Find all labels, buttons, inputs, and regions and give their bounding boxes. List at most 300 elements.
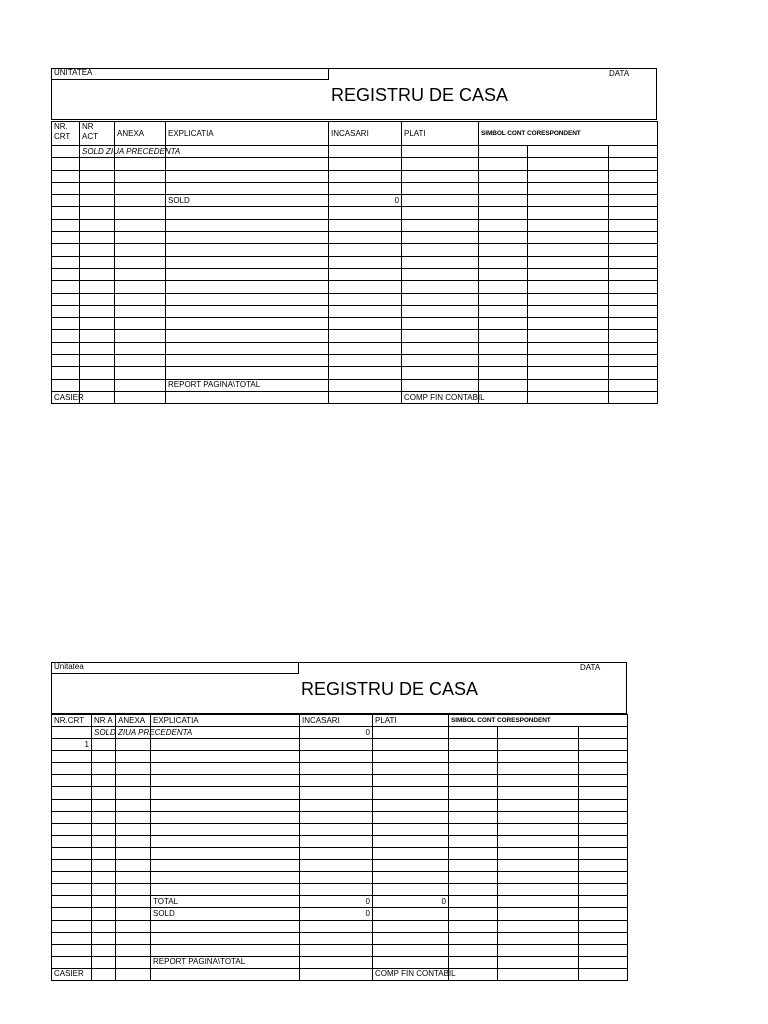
table-cell bbox=[402, 219, 479, 231]
table-cell bbox=[52, 956, 92, 968]
table-row bbox=[52, 182, 658, 194]
table-cell bbox=[52, 835, 92, 847]
table-cell bbox=[449, 847, 498, 859]
table-row bbox=[52, 944, 628, 956]
table-row bbox=[52, 908, 628, 920]
table-cell bbox=[479, 318, 528, 330]
table-cell bbox=[528, 367, 609, 379]
table-cell bbox=[402, 182, 479, 194]
table-cell bbox=[80, 355, 115, 367]
table-cell bbox=[498, 763, 579, 775]
table-cell bbox=[166, 318, 329, 330]
table-cell bbox=[80, 256, 115, 268]
table-cell bbox=[498, 908, 579, 920]
table-row bbox=[52, 268, 658, 280]
table-cell bbox=[92, 739, 116, 751]
table-cell bbox=[579, 908, 628, 920]
table-row bbox=[52, 367, 658, 379]
table-cell bbox=[579, 835, 628, 847]
table-cell bbox=[609, 342, 658, 354]
table-cell bbox=[166, 355, 329, 367]
table-cell bbox=[479, 219, 528, 231]
table-cell bbox=[479, 268, 528, 280]
table-cell bbox=[115, 367, 166, 379]
table-cell bbox=[52, 823, 92, 835]
table-row bbox=[52, 342, 658, 354]
table-row bbox=[52, 860, 628, 872]
form-2-unit-box bbox=[51, 662, 299, 674]
table-cell bbox=[449, 884, 498, 896]
table-cell bbox=[80, 182, 115, 194]
table-cell bbox=[498, 860, 579, 872]
table-cell bbox=[479, 146, 528, 158]
table-cell bbox=[300, 860, 373, 872]
table-cell bbox=[528, 170, 609, 182]
casier-label: CASIER bbox=[52, 968, 92, 980]
table-row bbox=[52, 330, 658, 342]
header-nr-crt: NR.CRT bbox=[52, 715, 92, 727]
table-cell bbox=[329, 367, 402, 379]
table-cell bbox=[115, 330, 166, 342]
table-row bbox=[52, 896, 628, 908]
sold-label: SOLD bbox=[151, 908, 300, 920]
table-cell bbox=[449, 727, 498, 739]
table-cell bbox=[115, 293, 166, 305]
table-cell bbox=[579, 920, 628, 932]
table-cell bbox=[151, 968, 300, 980]
table-row bbox=[52, 920, 628, 932]
table-cell bbox=[528, 146, 609, 158]
table-cell bbox=[300, 751, 373, 763]
table-cell bbox=[402, 268, 479, 280]
table-cell bbox=[498, 787, 579, 799]
table-cell bbox=[52, 268, 80, 280]
table-cell bbox=[579, 739, 628, 751]
table-row bbox=[52, 232, 658, 244]
table-cell bbox=[116, 908, 151, 920]
table-cell bbox=[52, 207, 80, 219]
table-cell bbox=[498, 823, 579, 835]
table-row bbox=[52, 872, 628, 884]
table-cell bbox=[166, 182, 329, 194]
table-cell bbox=[609, 146, 658, 158]
table-cell bbox=[52, 232, 80, 244]
table-cell bbox=[373, 884, 449, 896]
sold-prev-value: 0 bbox=[300, 727, 373, 739]
table-cell bbox=[52, 896, 92, 908]
table-cell bbox=[528, 182, 609, 194]
table-cell bbox=[80, 318, 115, 330]
table-cell bbox=[300, 944, 373, 956]
table-cell bbox=[52, 158, 80, 170]
sold-value: 0 bbox=[329, 195, 402, 207]
table-cell bbox=[92, 775, 116, 787]
form-2-date-label: DATA bbox=[580, 663, 601, 672]
table-cell bbox=[373, 739, 449, 751]
table-cell bbox=[166, 207, 329, 219]
table-row bbox=[52, 775, 628, 787]
table-cell bbox=[528, 391, 609, 403]
table-cell bbox=[579, 799, 628, 811]
table-cell bbox=[329, 182, 402, 194]
table-cell bbox=[373, 860, 449, 872]
table-cell bbox=[92, 896, 116, 908]
table-cell bbox=[402, 170, 479, 182]
table-cell bbox=[479, 158, 528, 170]
report-label: REPORT PAGINA\TOTAL bbox=[151, 956, 300, 968]
total-plati: 0 bbox=[373, 896, 449, 908]
table-cell bbox=[373, 908, 449, 920]
table-cell bbox=[402, 158, 479, 170]
table-cell bbox=[402, 342, 479, 354]
table-row bbox=[52, 170, 658, 182]
table-cell bbox=[579, 775, 628, 787]
table-row bbox=[52, 293, 658, 305]
table-cell bbox=[479, 391, 528, 403]
table-cell bbox=[52, 763, 92, 775]
form-1-unit-box bbox=[51, 68, 329, 80]
table-cell bbox=[80, 293, 115, 305]
table-cell bbox=[92, 811, 116, 823]
table-cell bbox=[166, 293, 329, 305]
table-cell bbox=[528, 330, 609, 342]
table-cell bbox=[402, 367, 479, 379]
table-cell bbox=[329, 318, 402, 330]
table-cell bbox=[609, 330, 658, 342]
table-cell bbox=[151, 739, 300, 751]
table-row bbox=[52, 281, 658, 293]
table-cell bbox=[52, 847, 92, 859]
table-cell bbox=[80, 391, 115, 403]
table-cell bbox=[52, 195, 80, 207]
table-cell bbox=[52, 787, 92, 799]
row-number: 1 bbox=[52, 739, 92, 751]
table-cell bbox=[402, 330, 479, 342]
table-cell bbox=[166, 268, 329, 280]
table-cell bbox=[115, 355, 166, 367]
table-cell bbox=[609, 256, 658, 268]
table-cell bbox=[80, 158, 115, 170]
table-cell bbox=[115, 281, 166, 293]
table-cell bbox=[92, 860, 116, 872]
table-cell bbox=[479, 330, 528, 342]
table-cell bbox=[151, 787, 300, 799]
table-cell bbox=[92, 787, 116, 799]
table-row bbox=[52, 195, 658, 207]
table-cell bbox=[329, 305, 402, 317]
table-cell bbox=[52, 281, 80, 293]
table-cell bbox=[479, 342, 528, 354]
table-cell bbox=[609, 281, 658, 293]
table-cell bbox=[528, 268, 609, 280]
table-cell bbox=[80, 305, 115, 317]
table-cell bbox=[609, 170, 658, 182]
header-explicatia: EXPLICATIA bbox=[151, 715, 300, 727]
table-cell bbox=[52, 342, 80, 354]
table-cell bbox=[579, 823, 628, 835]
table-cell bbox=[116, 787, 151, 799]
table-cell bbox=[52, 305, 80, 317]
table-cell bbox=[116, 956, 151, 968]
header-nr-act: NR ACT bbox=[80, 122, 115, 146]
table-cell bbox=[166, 342, 329, 354]
comp-fin-label: COMP FIN CONTABIL bbox=[373, 968, 449, 980]
table-cell bbox=[52, 170, 80, 182]
table-cell bbox=[151, 751, 300, 763]
table-cell bbox=[116, 823, 151, 835]
table-cell bbox=[479, 256, 528, 268]
table-row bbox=[52, 799, 628, 811]
table-cell bbox=[498, 920, 579, 932]
table-row bbox=[52, 318, 658, 330]
table-cell bbox=[609, 293, 658, 305]
table-cell bbox=[402, 379, 479, 391]
table-cell bbox=[151, 884, 300, 896]
table-cell bbox=[115, 232, 166, 244]
table-cell bbox=[151, 775, 300, 787]
table-cell bbox=[449, 835, 498, 847]
table-cell bbox=[498, 956, 579, 968]
header-anexa: ANEXA bbox=[115, 122, 166, 146]
table-cell bbox=[579, 956, 628, 968]
table-cell bbox=[52, 219, 80, 231]
table-cell bbox=[116, 775, 151, 787]
table-cell bbox=[449, 787, 498, 799]
table-row bbox=[52, 355, 658, 367]
table-cell bbox=[115, 342, 166, 354]
table-cell bbox=[579, 787, 628, 799]
table-cell bbox=[92, 884, 116, 896]
table-cell bbox=[115, 244, 166, 256]
table-cell bbox=[373, 727, 449, 739]
table-cell bbox=[528, 232, 609, 244]
table-cell bbox=[300, 920, 373, 932]
table-cell bbox=[329, 158, 402, 170]
table-cell bbox=[449, 739, 498, 751]
table-cell bbox=[300, 956, 373, 968]
table-cell bbox=[449, 751, 498, 763]
header-explicatia: EXPLICATIA bbox=[166, 122, 329, 146]
table-cell bbox=[52, 367, 80, 379]
table-cell bbox=[92, 799, 116, 811]
table-cell bbox=[373, 763, 449, 775]
table-row bbox=[52, 146, 658, 158]
signature-row bbox=[52, 968, 628, 980]
table-cell bbox=[300, 968, 373, 980]
table-cell bbox=[449, 823, 498, 835]
table-cell bbox=[80, 268, 115, 280]
table-cell bbox=[115, 391, 166, 403]
table-row bbox=[52, 811, 628, 823]
table-cell bbox=[300, 932, 373, 944]
table-cell bbox=[609, 367, 658, 379]
table-row bbox=[52, 751, 628, 763]
table-cell bbox=[579, 860, 628, 872]
table-cell bbox=[479, 305, 528, 317]
table-cell bbox=[579, 727, 628, 739]
table-cell bbox=[80, 232, 115, 244]
header-row bbox=[52, 715, 628, 727]
table-cell bbox=[52, 318, 80, 330]
table-cell bbox=[329, 219, 402, 231]
table-cell bbox=[166, 305, 329, 317]
table-cell bbox=[300, 739, 373, 751]
table-cell bbox=[300, 823, 373, 835]
table-cell bbox=[449, 896, 498, 908]
table-cell bbox=[52, 932, 92, 944]
table-cell bbox=[449, 860, 498, 872]
table-cell bbox=[116, 860, 151, 872]
table-cell bbox=[329, 232, 402, 244]
table-cell bbox=[116, 884, 151, 896]
table-row bbox=[52, 379, 658, 391]
table-cell bbox=[80, 170, 115, 182]
table-cell bbox=[498, 896, 579, 908]
table-cell bbox=[329, 244, 402, 256]
casier-label: CASIER bbox=[52, 391, 80, 403]
table-cell bbox=[479, 182, 528, 194]
sold-value: 0 bbox=[300, 908, 373, 920]
table-cell bbox=[166, 244, 329, 256]
table-row bbox=[52, 932, 628, 944]
table-cell bbox=[449, 872, 498, 884]
table-row bbox=[52, 727, 628, 739]
table-cell bbox=[166, 146, 329, 158]
table-cell bbox=[373, 787, 449, 799]
table-cell bbox=[579, 847, 628, 859]
table-cell bbox=[498, 884, 579, 896]
table-cell bbox=[151, 811, 300, 823]
table-cell bbox=[300, 847, 373, 859]
table-cell bbox=[116, 751, 151, 763]
table-cell bbox=[402, 195, 479, 207]
table-cell bbox=[373, 932, 449, 944]
table-cell bbox=[498, 799, 579, 811]
table-cell bbox=[92, 751, 116, 763]
table-cell bbox=[498, 872, 579, 884]
table-cell bbox=[52, 872, 92, 884]
table-cell bbox=[449, 944, 498, 956]
table-cell bbox=[52, 860, 92, 872]
table-cell bbox=[151, 799, 300, 811]
table-cell bbox=[479, 293, 528, 305]
table-cell bbox=[116, 739, 151, 751]
table-cell bbox=[609, 355, 658, 367]
table-cell bbox=[115, 268, 166, 280]
table-cell bbox=[609, 219, 658, 231]
table-cell bbox=[151, 932, 300, 944]
table-cell bbox=[498, 932, 579, 944]
form-2-title: REGISTRU DE CASA bbox=[301, 679, 479, 699]
table-cell bbox=[166, 158, 329, 170]
table-cell bbox=[449, 920, 498, 932]
table-cell bbox=[498, 751, 579, 763]
table-cell bbox=[52, 799, 92, 811]
table-cell bbox=[92, 847, 116, 859]
total-incasari: 0 bbox=[300, 896, 373, 908]
table-cell bbox=[479, 170, 528, 182]
table-cell bbox=[80, 367, 115, 379]
table-cell bbox=[329, 379, 402, 391]
header-row bbox=[52, 122, 658, 146]
table-cell bbox=[92, 968, 116, 980]
table-cell bbox=[609, 244, 658, 256]
table-cell bbox=[151, 872, 300, 884]
table-cell bbox=[402, 232, 479, 244]
table-cell bbox=[115, 182, 166, 194]
table-cell bbox=[52, 944, 92, 956]
table-cell bbox=[116, 968, 151, 980]
table-row bbox=[52, 158, 658, 170]
table-cell bbox=[92, 956, 116, 968]
table-cell bbox=[528, 195, 609, 207]
table-cell bbox=[92, 823, 116, 835]
table-cell bbox=[329, 256, 402, 268]
table-cell bbox=[373, 835, 449, 847]
table-cell bbox=[92, 763, 116, 775]
table-cell bbox=[579, 896, 628, 908]
table-cell bbox=[498, 775, 579, 787]
table-cell bbox=[80, 219, 115, 231]
header-simbol-cont: SIMBOL CONT CORESPONDENT bbox=[479, 122, 658, 146]
table-cell bbox=[52, 727, 92, 739]
table-cell bbox=[166, 232, 329, 244]
header-nr-crt: NR. CRT bbox=[52, 122, 80, 146]
table-cell bbox=[116, 896, 151, 908]
comp-fin-label: COMP FIN CONTABIL bbox=[402, 391, 479, 403]
form-1-title: REGISTRU DE CASA bbox=[331, 85, 509, 105]
table-cell bbox=[579, 932, 628, 944]
table-row bbox=[52, 244, 658, 256]
table-cell bbox=[373, 872, 449, 884]
table-cell bbox=[479, 244, 528, 256]
table-cell bbox=[300, 775, 373, 787]
form-2-unit-label: Unitatea bbox=[54, 662, 84, 671]
table-cell bbox=[609, 305, 658, 317]
table-cell bbox=[579, 884, 628, 896]
table-cell bbox=[115, 256, 166, 268]
table-cell bbox=[528, 207, 609, 219]
table-cell bbox=[52, 908, 92, 920]
table-cell bbox=[479, 207, 528, 219]
table-cell bbox=[402, 207, 479, 219]
sold-prev-label: SOLD ZIUA PRECEDENTA bbox=[92, 727, 116, 739]
table-cell bbox=[449, 799, 498, 811]
header-plati: PLATI bbox=[373, 715, 449, 727]
table-cell bbox=[402, 318, 479, 330]
table-row bbox=[52, 763, 628, 775]
table-cell bbox=[498, 944, 579, 956]
table-row bbox=[52, 847, 628, 859]
table-cell bbox=[528, 305, 609, 317]
table-cell bbox=[115, 305, 166, 317]
table-cell bbox=[115, 170, 166, 182]
table-cell bbox=[80, 330, 115, 342]
table-cell bbox=[52, 244, 80, 256]
table-cell bbox=[52, 920, 92, 932]
form-2-register-table bbox=[51, 714, 628, 981]
table-cell bbox=[528, 219, 609, 231]
table-cell bbox=[609, 318, 658, 330]
table-cell bbox=[498, 739, 579, 751]
table-cell bbox=[402, 281, 479, 293]
table-cell bbox=[479, 281, 528, 293]
form-1-register-table bbox=[51, 121, 658, 404]
table-cell bbox=[609, 158, 658, 170]
report-label: REPORT PAGINA\TOTAL bbox=[166, 379, 329, 391]
table-cell bbox=[52, 811, 92, 823]
table-cell bbox=[479, 379, 528, 391]
